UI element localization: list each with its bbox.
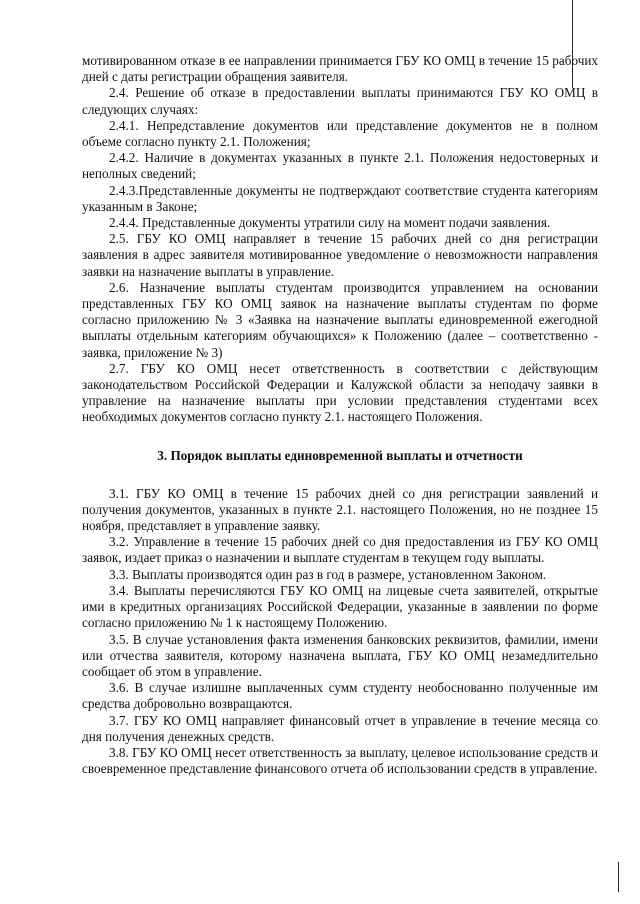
paragraphs-top — [82, 53, 598, 426]
paragraph: 3.8. ГБУ КО ОМЦ несет ответственность за выплату, целевое использование средств и своевременное представление финансового отчета об использовании средств в управление. — [82, 744, 598, 777]
paragraph: 2.7. ГБУ КО ОМЦ несет ответственность в соответствии с действующим законодательством Российской Федерации и Калужской области за неподачу заявки в управление на назначение выплаты при условии представления студентами всех необходимых документов согласно пункту 2.1. настоящего Положения. — [82, 360, 598, 425]
paragraph: 2.5. ГБУ КО ОМЦ направляет в течение 15 рабочих дней со дня регистрации заявления в адрес заявителя мотивированное уведомление о невозможности направления заявки на назначение выплаты в управление. — [82, 231, 598, 279]
paragraph: 3.7. ГБУ КО ОМЦ направляет финансовый отчет в управление в течение месяца со дня получения денежных средств. — [82, 712, 598, 744]
paragraph: 2.4.3.Представленные документы не подтверждают соответствие студента категориям указанным в Законе; — [82, 182, 598, 214]
paragraph: 2.4.1. Непредставление документов или представление документов не в полном объеме согласно пункту 2.1. Положения; — [82, 117, 598, 150]
paragraph: 3.2. Управление в течение 15 рабочих дней со дня предоставления из ГБУ КО ОМЦ заявок, издает приказ о назначении и выплате студентам в текущем году выплаты. — [82, 534, 598, 566]
paragraph: 2.4. Решение об отказе в предоставлении выплаты принимаются ГБУ КО ОМЦ в следующих случаях: — [82, 85, 598, 117]
paragraph: 2.4.4. Представленные документы утратили силу на момент подачи заявления. — [109, 215, 551, 231]
paragraph: мотивированном отказе в ее направлении принимается ГБУ КО ОМЦ в течение 15 рабочих дней с даты регистрации обращения заявителя. — [82, 53, 598, 85]
paragraph: 3.6. В случае излишне выплаченных сумм студенту необоснованно полученные им средства добровольно возвращаются. — [82, 680, 598, 712]
section-heading: 3. Порядок выплаты единовременной выплаты и отчетности — [157, 447, 523, 463]
paragraph: 3.1. ГБУ КО ОМЦ в течение 15 рабочих дней со дня регистрации заявлений и получения документов, указанных в пункте 2.1. настоящего Положения, но не позднее 15 ноября, представляет в управление заявку. — [82, 485, 598, 534]
paragraph: 2.4.2. Наличие в документах указанных в пункте 2.1. Положения недостоверных и неполных сведений; — [82, 150, 598, 182]
paragraph: 3.5. В случае установления факта изменения банковских реквизитов, фамилии, имени или отчества заявителя, которому назначена выплата, ГБУ КО ОМЦ незамедлительно сообщает об этом в управление. — [82, 631, 598, 679]
scan-edge-line-right — [618, 862, 619, 892]
paragraph: 3.4. Выплаты перечисляются ГБУ КО ОМЦ на лицевые счета заявителей, открытые ими в кредитных организациях Российской Федерации, указанные в заявлении по форме согласно приложению № 1 к настоящему Положению. — [82, 582, 598, 631]
paragraphs-bottom — [82, 486, 598, 778]
paragraph: 3.3. Выплаты производятся один раз в год в размере, установленном Законом. — [109, 566, 547, 582]
paragraph: 2.6. Назначение выплаты студентам производится управлением на основании представленных ГБУ КО ОМЦ заявок на назначение выплаты студентам по форме согласно приложению № 3 «Заявка на назначение выплаты единовременной ежегодной выплаты отдельным категориям обучающихся» к Положению (далее – соответственно - заявка, приложение № 3) — [82, 279, 598, 360]
document-page — [82, 53, 598, 777]
